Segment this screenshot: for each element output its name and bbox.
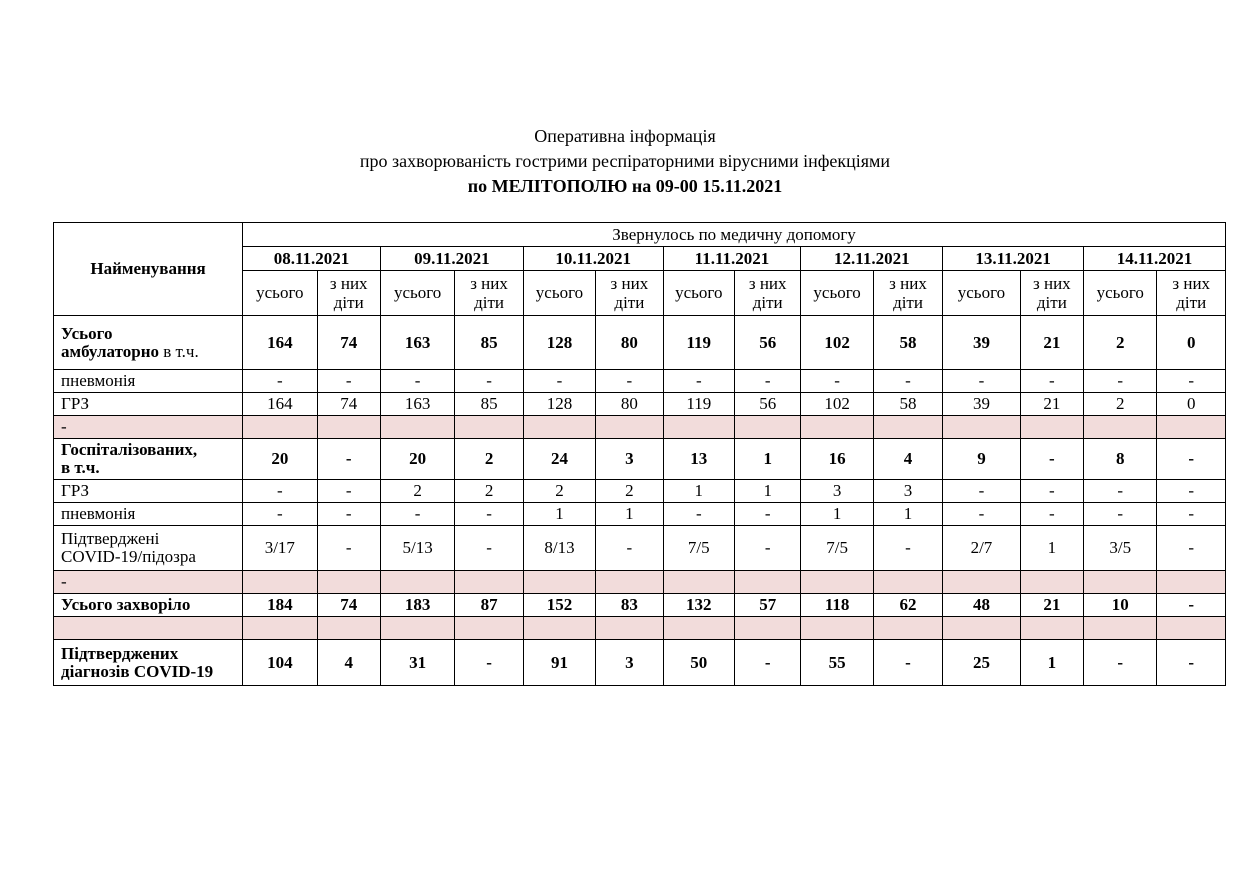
row-separator xyxy=(54,416,1226,439)
label-part: COVID-19/підозра xyxy=(61,547,196,566)
separator-cell xyxy=(663,617,734,640)
value-cell: 74 xyxy=(317,316,380,370)
value-cell: 48 xyxy=(943,594,1020,617)
separator-cell xyxy=(523,571,595,594)
value-cell: 102 xyxy=(801,316,873,370)
value-cell: 13 xyxy=(663,439,734,480)
value-cell: 21 xyxy=(1020,594,1083,617)
separator-cell xyxy=(873,571,942,594)
date-header: 09.11.2021 xyxy=(380,247,523,271)
value-cell: 2 xyxy=(455,480,523,503)
date-header: 13.11.2021 xyxy=(943,247,1084,271)
value-cell: - xyxy=(873,640,942,686)
value-cell: 7/5 xyxy=(663,526,734,571)
value-cell: 2 xyxy=(1084,393,1157,416)
value-cell: 16 xyxy=(801,439,873,480)
value-cell: 80 xyxy=(596,393,663,416)
ari-report-table xyxy=(53,222,1226,686)
value-cell: 164 xyxy=(243,316,317,370)
report-heading xyxy=(0,124,1250,199)
value-cell: - xyxy=(1084,480,1157,503)
subcolumn-children: з них діти xyxy=(596,271,663,316)
row-separator xyxy=(54,571,1226,594)
separator-cell xyxy=(380,416,454,439)
value-cell: 2 xyxy=(380,480,454,503)
date-header: 10.11.2021 xyxy=(523,247,663,271)
separator-cell xyxy=(943,416,1020,439)
value-cell: - xyxy=(663,503,734,526)
separator-cell xyxy=(1084,416,1157,439)
value-cell: - xyxy=(1084,640,1157,686)
separator-cell xyxy=(1020,571,1083,594)
value-cell: 9 xyxy=(943,439,1020,480)
separator-cell xyxy=(1157,571,1226,594)
value-cell: - xyxy=(1157,503,1226,526)
value-cell: 2/7 xyxy=(943,526,1020,571)
value-cell: 58 xyxy=(873,316,942,370)
row-label: - xyxy=(54,416,243,439)
value-cell: 3 xyxy=(596,640,663,686)
value-cell: - xyxy=(317,503,380,526)
label-part: амбулаторно xyxy=(61,341,159,361)
value-cell: 1 xyxy=(1020,640,1083,686)
value-cell: 1 xyxy=(523,503,595,526)
value-cell: - xyxy=(243,480,317,503)
value-cell: - xyxy=(663,370,734,393)
value-cell: 102 xyxy=(801,393,873,416)
separator-cell xyxy=(735,571,801,594)
value-cell: 132 xyxy=(663,594,734,617)
separator-cell xyxy=(455,416,523,439)
value-cell: - xyxy=(1157,370,1226,393)
label-part: в т.ч. xyxy=(158,341,199,361)
value-cell: - xyxy=(1020,439,1083,480)
value-cell: - xyxy=(1157,640,1226,686)
heading-line-3: по МЕЛІТОПОЛЮ на 09-00 15.11.2021 xyxy=(467,176,783,196)
value-cell: - xyxy=(455,370,523,393)
value-cell: - xyxy=(455,503,523,526)
value-cell: - xyxy=(735,526,801,571)
value-cell: 1 xyxy=(663,480,734,503)
value-cell: 3 xyxy=(801,480,873,503)
value-cell: 3/5 xyxy=(1084,526,1157,571)
subcolumn-children: з них діти xyxy=(455,271,523,316)
value-cell: - xyxy=(317,439,380,480)
header-row-group xyxy=(54,223,1226,247)
value-cell: - xyxy=(1020,503,1083,526)
value-cell: 56 xyxy=(735,393,801,416)
subcolumn-total: усього xyxy=(943,271,1020,316)
value-cell: 85 xyxy=(455,393,523,416)
value-cell: 1 xyxy=(873,503,942,526)
separator-cell xyxy=(523,416,595,439)
row-label: ГРЗ xyxy=(54,393,243,416)
row-label: - xyxy=(54,571,243,594)
separator-cell xyxy=(1157,617,1226,640)
separator-cell xyxy=(735,416,801,439)
separator-cell xyxy=(380,617,454,640)
group-header: Звернулось по медичну допомогу xyxy=(243,223,1226,247)
label-part: Усього xyxy=(61,323,113,343)
value-cell: - xyxy=(735,503,801,526)
value-cell: - xyxy=(1157,594,1226,617)
row-label xyxy=(54,617,243,640)
separator-cell xyxy=(801,617,873,640)
name-column-header: Найменування xyxy=(54,223,243,316)
separator-cell xyxy=(801,571,873,594)
value-cell: 21 xyxy=(1020,316,1083,370)
value-cell: - xyxy=(1157,480,1226,503)
separator-cell xyxy=(317,571,380,594)
row-label xyxy=(54,439,243,480)
value-cell: 57 xyxy=(735,594,801,617)
label-part: діагнозів COVID-19 xyxy=(61,661,214,681)
value-cell: 83 xyxy=(596,594,663,617)
value-cell: 10 xyxy=(1084,594,1157,617)
value-cell: 2 xyxy=(523,480,595,503)
row-label xyxy=(54,640,243,686)
value-cell: - xyxy=(1084,370,1157,393)
value-cell: - xyxy=(596,370,663,393)
value-cell: 0 xyxy=(1157,316,1226,370)
value-cell: 3/17 xyxy=(243,526,317,571)
value-cell: - xyxy=(943,370,1020,393)
separator-cell xyxy=(596,416,663,439)
separator-cell xyxy=(1084,571,1157,594)
value-cell: - xyxy=(873,370,942,393)
label-part: Госпіталізованих, xyxy=(61,440,198,459)
separator-cell xyxy=(735,617,801,640)
subcolumn-total: усього xyxy=(380,271,454,316)
value-cell: 7/5 xyxy=(801,526,873,571)
value-cell: - xyxy=(873,526,942,571)
value-cell: 3 xyxy=(873,480,942,503)
row-label xyxy=(54,526,243,571)
subcolumn-children: з них діти xyxy=(1157,271,1226,316)
value-cell: 118 xyxy=(801,594,873,617)
value-cell: - xyxy=(317,526,380,571)
value-cell: - xyxy=(801,370,873,393)
date-header: 11.11.2021 xyxy=(663,247,801,271)
value-cell: 119 xyxy=(663,393,734,416)
row-confirmed-covid xyxy=(54,640,1226,686)
row-label xyxy=(54,316,243,370)
value-cell: 4 xyxy=(873,439,942,480)
value-cell: 163 xyxy=(380,393,454,416)
value-cell: 1 xyxy=(596,503,663,526)
row-hosp-grz xyxy=(54,480,1226,503)
separator-cell xyxy=(317,416,380,439)
separator-cell xyxy=(243,416,317,439)
value-cell: 0 xyxy=(1157,393,1226,416)
value-cell: 1 xyxy=(801,503,873,526)
value-cell: - xyxy=(380,503,454,526)
label-part: Підтверджених xyxy=(61,643,179,663)
separator-cell xyxy=(873,416,942,439)
row-amb-pneumonia xyxy=(54,370,1226,393)
row-label: ГРЗ xyxy=(54,480,243,503)
value-cell: - xyxy=(317,480,380,503)
value-cell: 39 xyxy=(943,393,1020,416)
value-cell: - xyxy=(1020,480,1083,503)
separator-cell xyxy=(243,617,317,640)
value-cell: 104 xyxy=(243,640,317,686)
row-total-sick xyxy=(54,594,1226,617)
subcolumn-total: усього xyxy=(1084,271,1157,316)
value-cell: 50 xyxy=(663,640,734,686)
separator-cell xyxy=(523,617,595,640)
value-cell: 5/13 xyxy=(380,526,454,571)
row-separator-empty xyxy=(54,617,1226,640)
value-cell: - xyxy=(243,370,317,393)
value-cell: 119 xyxy=(663,316,734,370)
value-cell: 62 xyxy=(873,594,942,617)
value-cell: 39 xyxy=(943,316,1020,370)
value-cell: 2 xyxy=(596,480,663,503)
value-cell: 1 xyxy=(735,480,801,503)
value-cell: 8 xyxy=(1084,439,1157,480)
value-cell: 21 xyxy=(1020,393,1083,416)
separator-cell xyxy=(1084,617,1157,640)
value-cell: - xyxy=(943,480,1020,503)
row-label: пневмонія xyxy=(54,503,243,526)
separator-cell xyxy=(1020,416,1083,439)
value-cell: - xyxy=(317,370,380,393)
separator-cell xyxy=(663,571,734,594)
separator-cell xyxy=(943,571,1020,594)
row-hosp-pneumonia xyxy=(54,503,1226,526)
separator-cell xyxy=(596,617,663,640)
separator-cell xyxy=(1157,416,1226,439)
value-cell: - xyxy=(1157,439,1226,480)
value-cell: - xyxy=(735,370,801,393)
value-cell: 128 xyxy=(523,393,595,416)
separator-cell xyxy=(596,571,663,594)
row-label: пневмонія xyxy=(54,370,243,393)
value-cell: 20 xyxy=(243,439,317,480)
value-cell: 74 xyxy=(317,393,380,416)
separator-cell xyxy=(455,571,523,594)
row-ambulatory xyxy=(54,316,1226,370)
value-cell: - xyxy=(1084,503,1157,526)
value-cell: 20 xyxy=(380,439,454,480)
value-cell: 8/13 xyxy=(523,526,595,571)
label-part: в т.ч. xyxy=(61,458,100,477)
value-cell: 1 xyxy=(735,439,801,480)
subcolumn-total: усього xyxy=(523,271,595,316)
value-cell: 31 xyxy=(380,640,454,686)
subcolumn-children: з них діти xyxy=(873,271,942,316)
subcolumn-children: з них діти xyxy=(1020,271,1083,316)
subcolumn-children: з них діти xyxy=(317,271,380,316)
separator-cell xyxy=(663,416,734,439)
separator-cell xyxy=(455,617,523,640)
value-cell: 55 xyxy=(801,640,873,686)
value-cell: 1 xyxy=(1020,526,1083,571)
date-header: 14.11.2021 xyxy=(1084,247,1226,271)
value-cell: - xyxy=(1020,370,1083,393)
value-cell: 87 xyxy=(455,594,523,617)
value-cell: 74 xyxy=(317,594,380,617)
value-cell: - xyxy=(596,526,663,571)
separator-cell xyxy=(873,617,942,640)
value-cell: 164 xyxy=(243,393,317,416)
date-header: 12.11.2021 xyxy=(801,247,943,271)
value-cell: - xyxy=(455,526,523,571)
value-cell: 25 xyxy=(943,640,1020,686)
value-cell: 184 xyxy=(243,594,317,617)
row-hospitalized xyxy=(54,439,1226,480)
value-cell: 183 xyxy=(380,594,454,617)
value-cell: 163 xyxy=(380,316,454,370)
separator-cell xyxy=(380,571,454,594)
value-cell: - xyxy=(735,640,801,686)
subcolumn-total: усього xyxy=(243,271,317,316)
value-cell: 91 xyxy=(523,640,595,686)
subcolumn-total: усього xyxy=(663,271,734,316)
value-cell: - xyxy=(455,640,523,686)
value-cell: - xyxy=(523,370,595,393)
value-cell: 2 xyxy=(455,439,523,480)
value-cell: 24 xyxy=(523,439,595,480)
value-cell: - xyxy=(380,370,454,393)
separator-cell xyxy=(243,571,317,594)
value-cell: 3 xyxy=(596,439,663,480)
value-cell: 128 xyxy=(523,316,595,370)
separator-cell xyxy=(317,617,380,640)
separator-cell xyxy=(943,617,1020,640)
subcolumn-total: усього xyxy=(801,271,873,316)
heading-line-1: Оперативна інформація xyxy=(534,126,716,146)
value-cell: 2 xyxy=(1084,316,1157,370)
value-cell: 4 xyxy=(317,640,380,686)
row-hosp-covid xyxy=(54,526,1226,571)
subcolumn-children: з них діти xyxy=(735,271,801,316)
value-cell: 56 xyxy=(735,316,801,370)
value-cell: - xyxy=(1157,526,1226,571)
value-cell: 152 xyxy=(523,594,595,617)
separator-cell xyxy=(801,416,873,439)
value-cell: - xyxy=(243,503,317,526)
value-cell: 85 xyxy=(455,316,523,370)
value-cell: 58 xyxy=(873,393,942,416)
date-header: 08.11.2021 xyxy=(243,247,381,271)
value-cell: 80 xyxy=(596,316,663,370)
heading-line-2: про захворюваність гострими респіраторними вірусними інфекціями xyxy=(359,151,891,171)
label-part: Підтверджені xyxy=(61,529,160,548)
value-cell: - xyxy=(943,503,1020,526)
row-amb-grz xyxy=(54,393,1226,416)
row-label: Усього захворіло xyxy=(54,594,243,617)
separator-cell xyxy=(1020,617,1083,640)
